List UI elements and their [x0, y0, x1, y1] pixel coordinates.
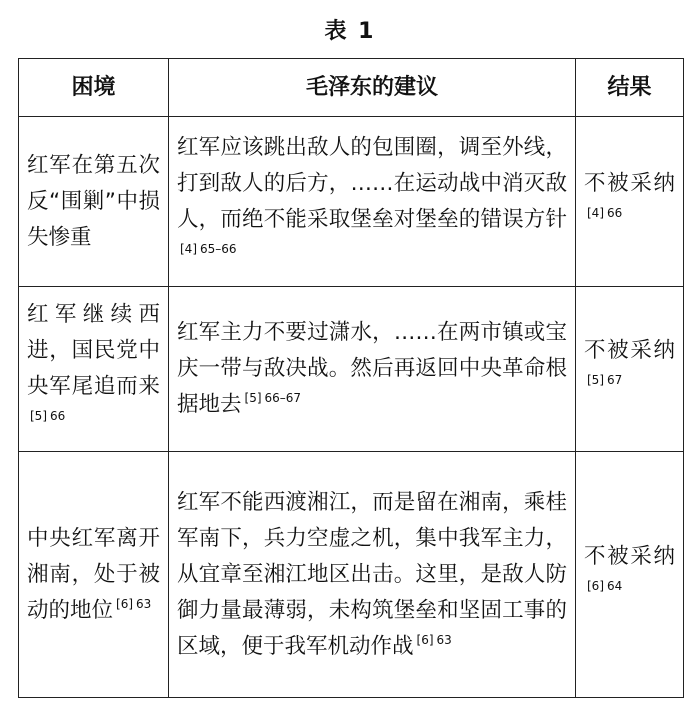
- result-text: 不被采纳: [584, 170, 675, 196]
- result-cell: [576, 117, 684, 287]
- citation-page: 66: [50, 409, 66, 423]
- result-text: 不被采纳: [584, 543, 675, 569]
- citation-ref: [4]: [180, 241, 197, 256]
- table-row: [19, 117, 684, 287]
- citation-ref: [6]: [416, 632, 434, 647]
- suggestion-cell: [169, 452, 576, 698]
- citation-page: 64: [607, 578, 623, 593]
- suggestion-text: 红军主力不要过潇水，……在两市镇或宝庆一带与敌决战。然后再返回中央革命根据地去: [177, 320, 567, 417]
- header-result: 结果: [576, 59, 684, 117]
- citation: [180, 242, 237, 256]
- citation-page: 63: [436, 632, 452, 647]
- citation-ref: [6]: [587, 578, 604, 593]
- result-cell: [576, 287, 684, 452]
- citation: [587, 579, 622, 593]
- citation-page: 66: [607, 205, 623, 220]
- situation-cell: [19, 452, 169, 698]
- citation: [587, 373, 622, 387]
- citation-ref: [6]: [116, 596, 134, 611]
- situation-text: 红军在第五次反“围剿”中损失惨重: [27, 152, 160, 250]
- situation-text: 中央红军离开湘南，处于被动的地位: [27, 525, 160, 623]
- result-cell: [576, 452, 684, 698]
- table-row: [19, 287, 684, 452]
- suggestion-cell: [169, 287, 576, 452]
- citation-ref: [4]: [587, 205, 604, 220]
- header-situation: 困境: [19, 59, 169, 117]
- citation: [587, 206, 622, 220]
- citation-ref: [5]: [244, 391, 262, 405]
- situation-cell: [19, 117, 169, 287]
- citation: [417, 633, 452, 647]
- suggestion-text: 红军不能西渡湘江，而是留在湘南，乘桂军南下，兵力空虚之机，集中我军主力，从宜章至湘江地区出击。这里，是敌人防御力量最薄弱，未构筑堡垒和坚固工事的区域，便于我军机动作战: [177, 489, 567, 659]
- citation: [30, 409, 65, 423]
- situation-text: 红军继续西进，国民党中央军尾追而来: [27, 302, 160, 399]
- suggestion-cell: [169, 117, 576, 287]
- citation-page: 63: [136, 596, 152, 611]
- citation-ref: [5]: [30, 409, 47, 423]
- history-table: [18, 58, 684, 698]
- citation: [245, 391, 302, 405]
- header-suggestion: 毛泽东的建议: [169, 59, 576, 117]
- citation-page: 66–67: [264, 391, 302, 405]
- table-title: 表 1: [324, 19, 376, 44]
- situation-cell: [19, 287, 169, 452]
- citation-page: 67: [607, 373, 623, 387]
- citation-page: 65–66: [200, 241, 237, 256]
- table-row: [19, 452, 684, 698]
- table-header-row: [19, 59, 684, 117]
- citation-ref: [5]: [587, 373, 604, 387]
- suggestion-text: 红军应该跳出敌人的包围圈，调至外线，打到敌人的后方，……在运动战中消灭敌人，而绝不能采取堡垒对堡垒的错误方针: [177, 134, 567, 232]
- result-text: 不被采纳: [584, 338, 675, 363]
- citation: [116, 597, 151, 611]
